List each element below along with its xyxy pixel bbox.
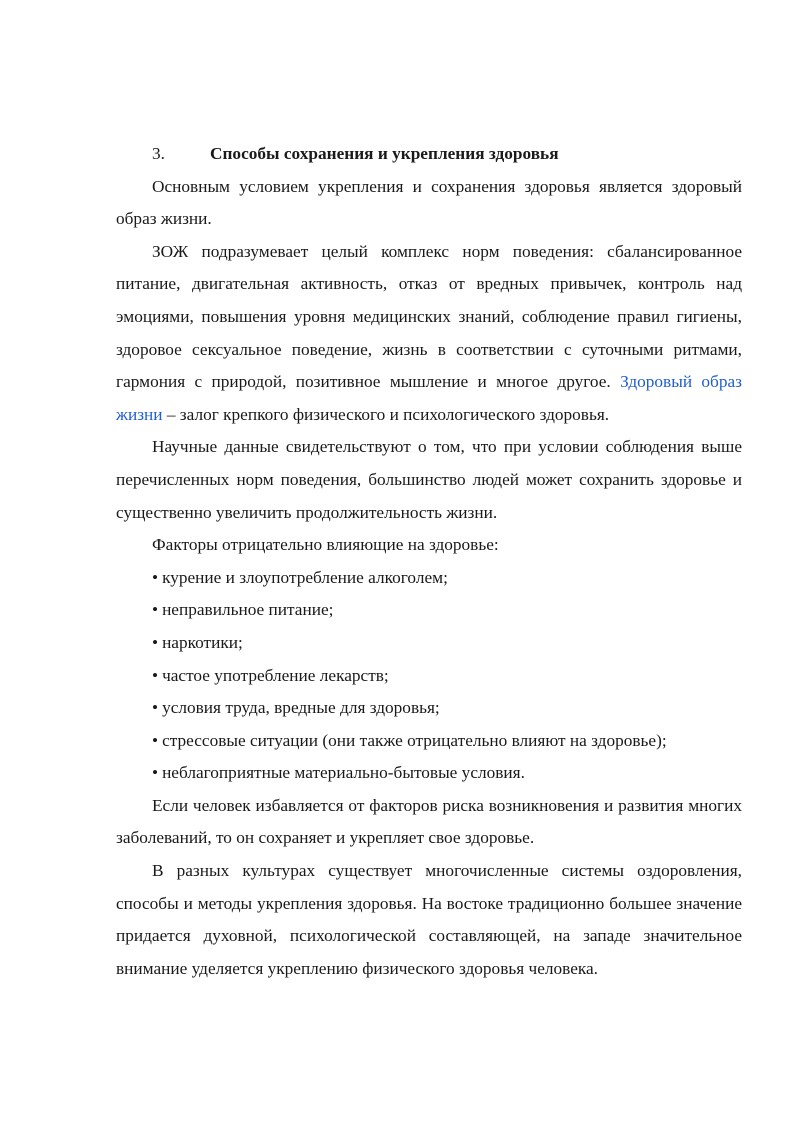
list-item (116, 725, 742, 758)
list-item (116, 594, 742, 627)
bullet-icon: • (152, 600, 159, 620)
list-item (116, 562, 742, 595)
paragraph-cultures: В разных культурах существует многочисленные системы оздоровления, способы и методы укрепления здоровья. На востоке традиционно большее значение придается духовной, психологической составляющей, на западе значительное внимание уделяется укреплению физического здоровья человека. (116, 861, 742, 978)
bullet-icon: • (152, 698, 159, 718)
list-item (116, 627, 742, 660)
paragraph-risk-factors: Если человек избавляется от факторов риска возникновения и развития многих заболеваний, то он сохраняет и укрепляет свое здоровье. (116, 795, 742, 848)
list-item (116, 757, 742, 790)
bullet-icon: • (152, 665, 159, 685)
bullet-icon: • (152, 632, 159, 652)
bullet-icon: • (152, 730, 159, 750)
paragraph-zozh-text: ЗОЖ подразумевает целый комплекс норм поведения: сбалансированное питание, двигательная активность, отказ от вредных привычек, контроль над эмоциями, повышения уровня медицинских знаний, соблюдение правил гигиены, здоровое сексуальное поведение, жизнь в соответствии с суточными ритмами, гармония с природой, позитивное мышление и многое другое. (116, 241, 742, 392)
list-item-text: курение и злоупотребление алкоголем; (162, 567, 448, 587)
section-number: 3. (152, 144, 165, 163)
section-title: Способы сохранения и укрепления здоровья (210, 144, 559, 163)
list-item-text: условия труда, вредные для здоровья; (162, 698, 440, 718)
paragraph-zozh-definition (116, 236, 742, 432)
bullet-icon: • (152, 567, 159, 587)
healthy-lifestyle-link[interactable]: Здоровый образ жизни (116, 372, 742, 424)
list-item-text: наркотики; (162, 632, 243, 652)
list-item-text: неблагоприятные материально-бытовые условия. (162, 763, 525, 783)
document-page (116, 138, 742, 985)
list-item-text: частое употребление лекарств; (162, 665, 389, 685)
list-item (116, 660, 742, 693)
paragraph-factors-intro: Факторы отрицательно влияющие на здоровье: (152, 535, 499, 555)
section-heading (116, 138, 742, 171)
paragraph-scientific-data: Научные данные свидетельствуют о том, что при условии соблюдения выше перечисленных норм поведения, большинство людей может сохранить здоровье и существенно увеличить продолжительность жизни. (116, 437, 742, 522)
negative-factors-list (116, 562, 742, 790)
list-item-text: стрессовые ситуации (они также отрицательно влияют на здоровье); (162, 730, 667, 750)
list-item-text: неправильное питание; (162, 600, 334, 620)
bullet-icon: • (152, 763, 159, 783)
paragraph-main-condition: Основным условием укрепления и сохранения здоровья является здоровый образ жизни. (116, 176, 742, 229)
list-item (116, 692, 742, 725)
paragraph-zozh-tail: – залог крепкого физического и психологического здоровья. (162, 404, 610, 424)
